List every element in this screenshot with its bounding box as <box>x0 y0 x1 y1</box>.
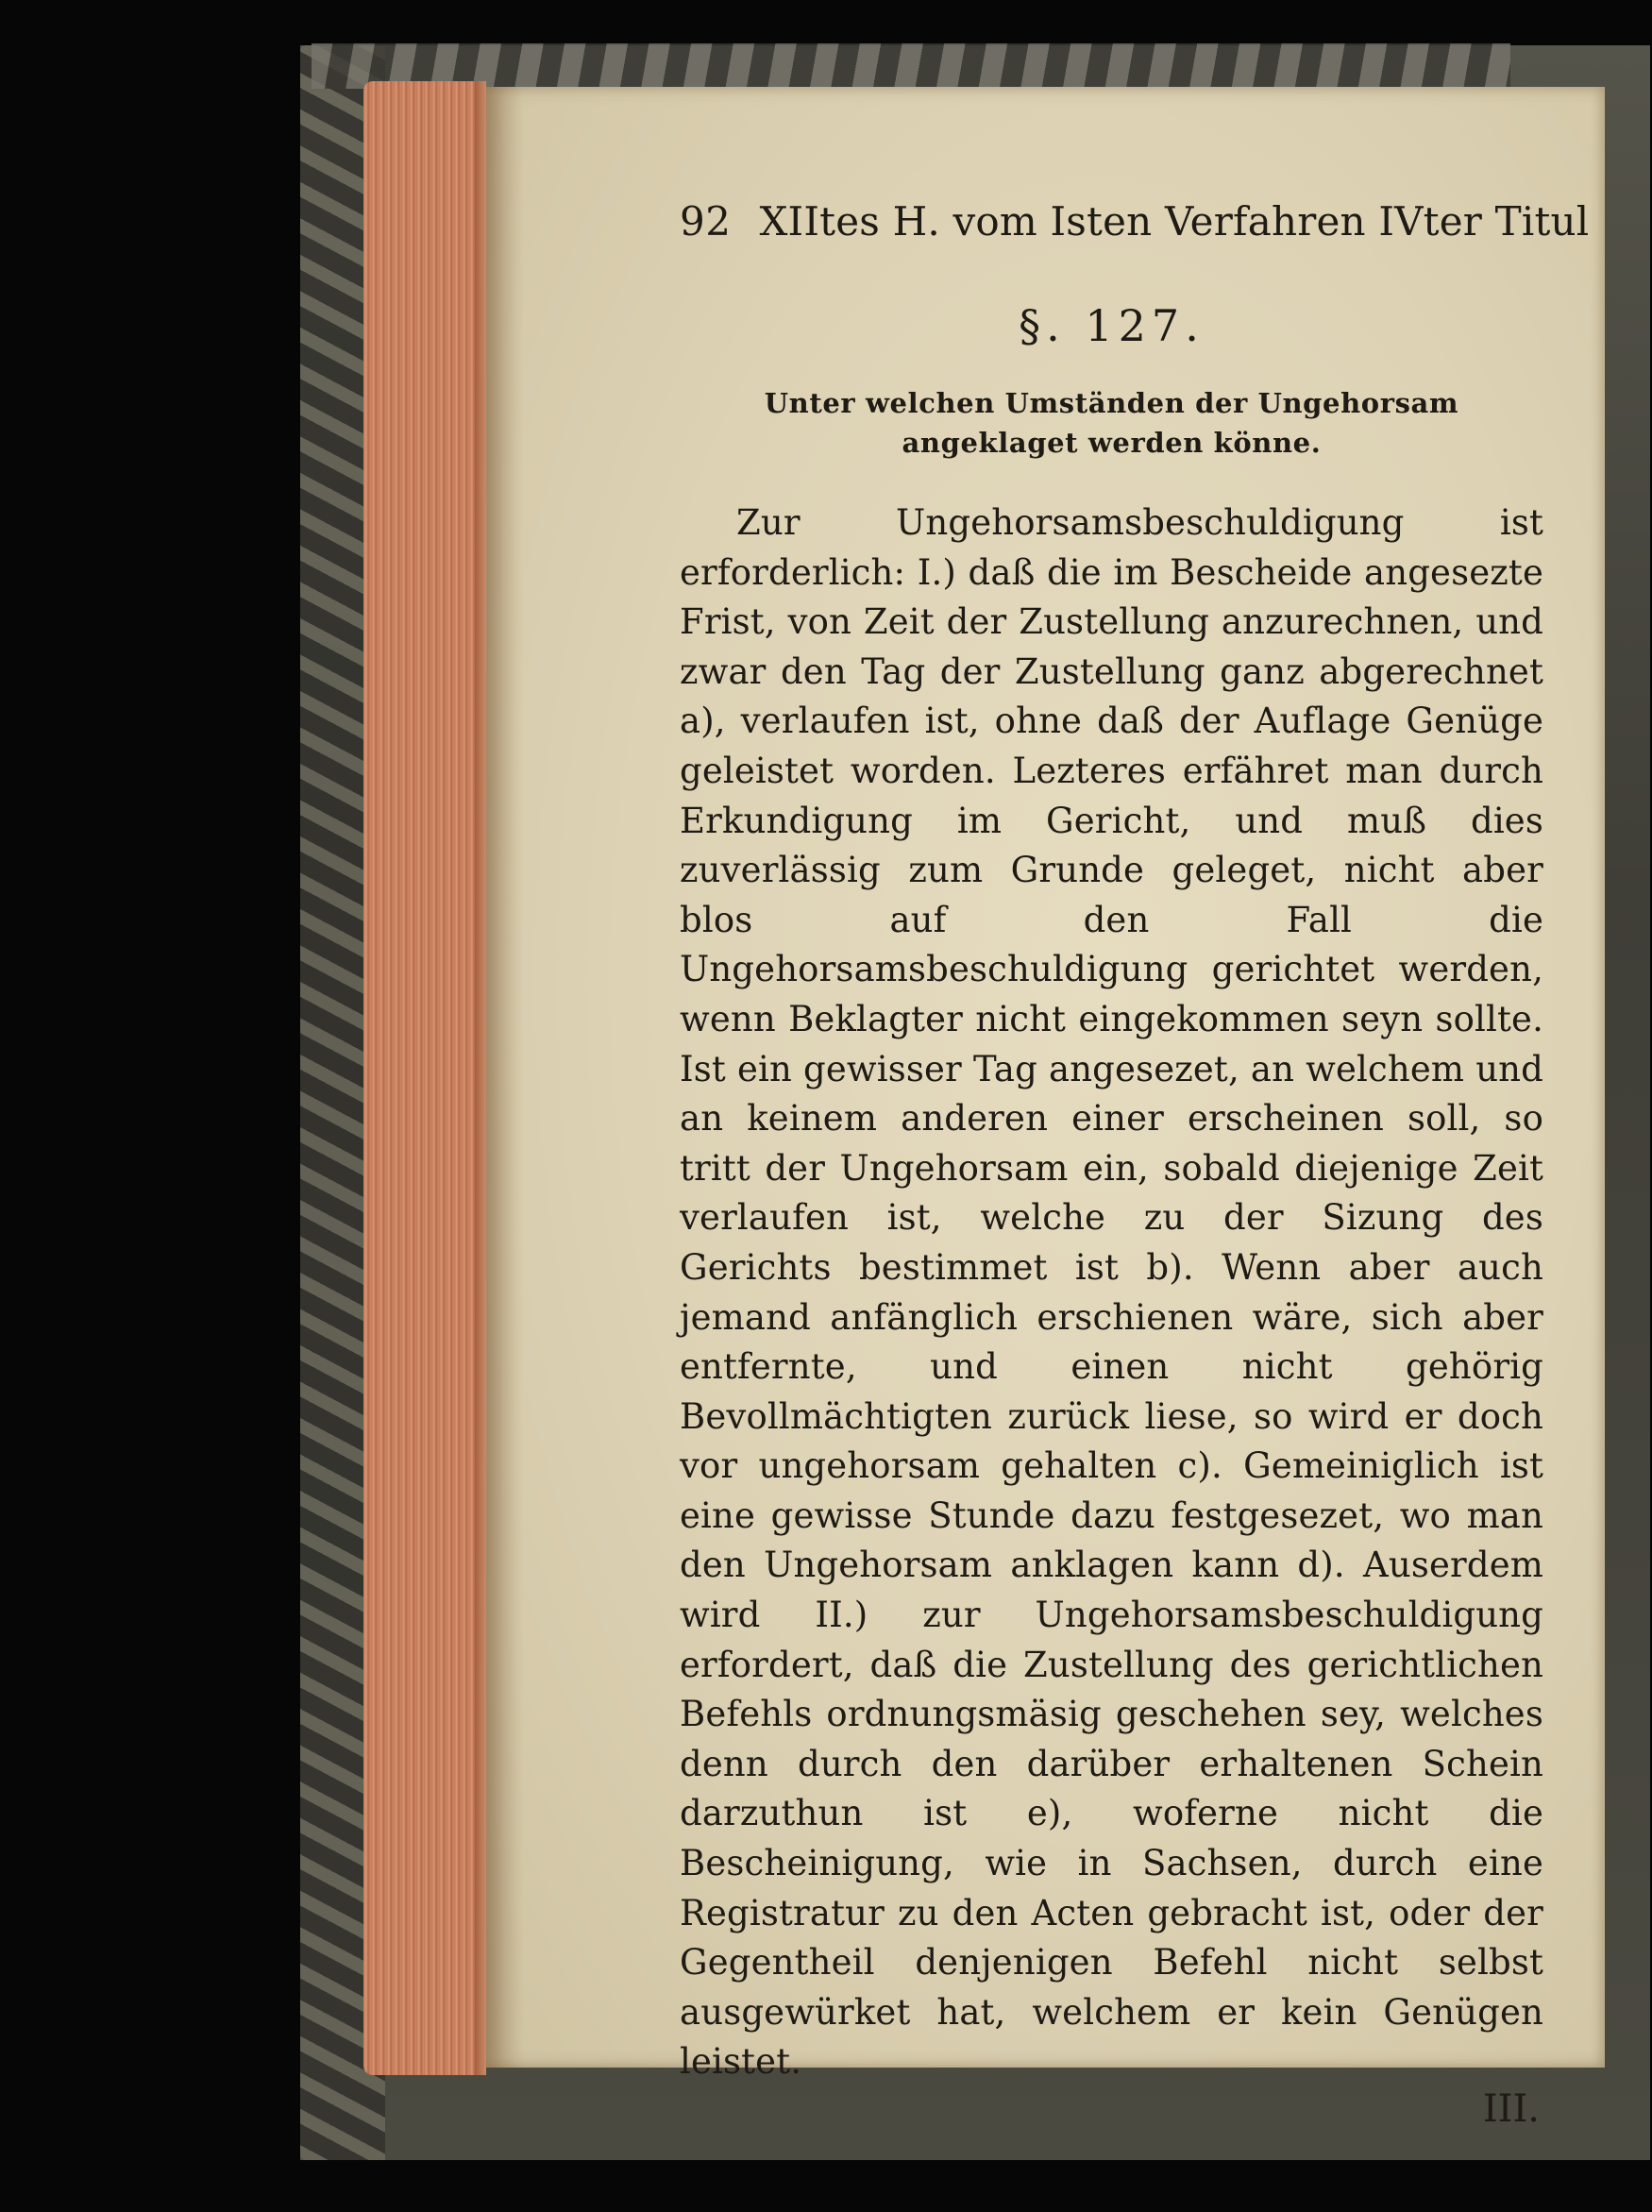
catchword: III. <box>1482 2087 1540 2131</box>
page-number: 92 <box>680 198 732 245</box>
body-paragraph: Zur Ungehorsamsbeschuldigung ist erforderlich: I.) daß die im Bescheide angesezte Frist, von Zeit der Zustellung anzurechnen, und zwar den Tag der Zustellung ganz abgerechnet a), verlaufen ist, ohne daß der Auflage Genüge geleistet worden. Lezteres erfähret man durch Erkundigung im Gericht, und muß dies zuverlässig zum Grunde geleget, nicht aber blos auf den Fall die Ungehorsamsbeschuldigung gerichtet werden, wenn Beklagter nicht eingekommen seyn sollte. Ist ein gewisser Tag angesezet, an welchem und an keinem anderen einer erscheinen soll, so tritt der Ungehorsam ein, sobald diejenige Zeit verlaufen ist, welche zu der Sizung des Gerichts bestimmet ist b). Wenn aber auch jemand anfänglich erschienen wäre, sich aber entfernte, und einen nicht gehörig Bevollmächtigten zurück liese, so wird er doch vor ungehorsam gehalten c). Gemeiniglich ist eine gewisse Stunde dazu festgesezet, wo man den Ungehorsam anklagen kann d). Auserdem wird II.) zur Ungehorsamsbeschuldigung erfordert, daß die Zustellung des gerichtlichen Befehls ordnungsmäsig geschehen sey, welches denn durch den darüber erhaltenen Schein darzuthun ist e), woferne nicht die Bescheinigung, wie in Sachsen, durch eine Registratur zu den Acten gebracht ist, oder der Gegentheil denjenigen Befehl nicht selbst ausgewürket hat, welchem er kein Genügen leistet. <box>680 502 1543 2083</box>
cover-top-edge <box>312 43 1510 89</box>
section-mark: §. 127. <box>1019 300 1205 351</box>
page-text-block <box>680 198 1590 2131</box>
section-title: Unter welchen Umständen der Ungehorsam angeklaget werden könne. <box>764 387 1459 459</box>
running-title: XIItes H. vom Isten Verfahren IVter Titul <box>759 198 1590 245</box>
running-header <box>680 198 1590 264</box>
page-gutter-shadow <box>486 87 524 2068</box>
page-edges <box>363 81 486 2075</box>
